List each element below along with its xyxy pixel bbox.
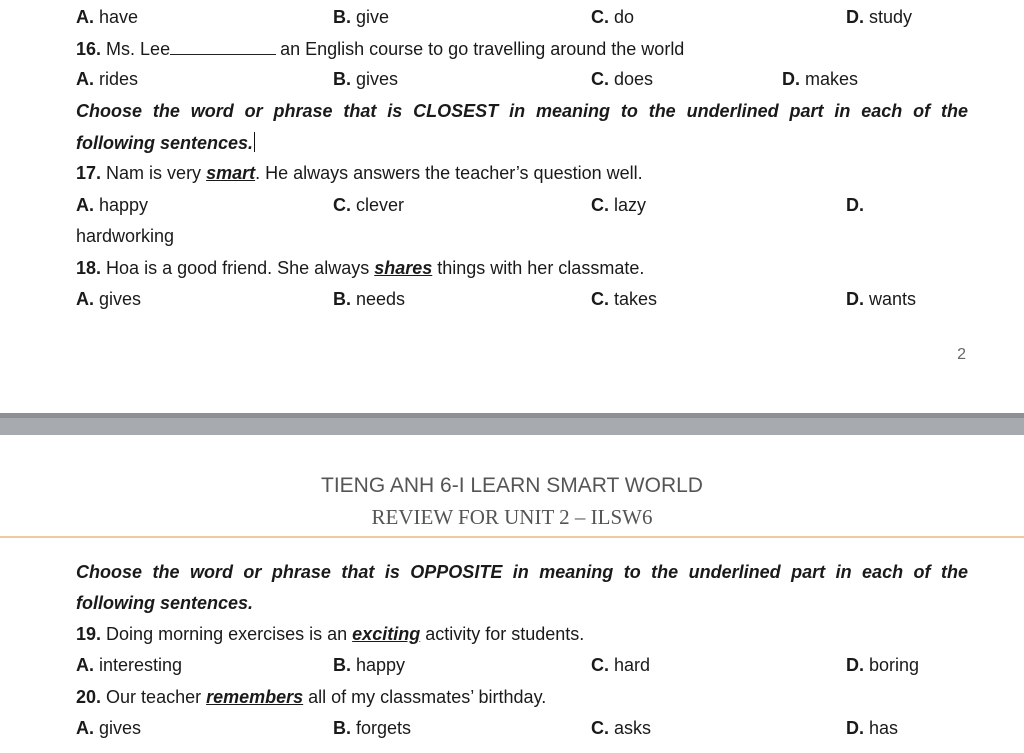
option-a: A. rides [76, 69, 139, 89]
question-number: 18. [76, 258, 102, 278]
instruction-closest: Choose the word or phrase that is CLOSEST in meaning to the underlined part in each of the [76, 101, 968, 121]
option-c: C. asks [591, 718, 652, 738]
option-b: B. forgets [333, 718, 412, 738]
question-text-start: Ms. Lee [106, 39, 171, 59]
question-number: 16. [76, 39, 102, 59]
options-row-19 [0, 653, 1024, 681]
question-18: 18. Hoa is a good friend. She always shares things with her classmate. [76, 258, 645, 278]
question-number: 20. [76, 687, 102, 707]
option-b: B. gives [333, 69, 399, 89]
instruction-opposite-line2: following sentences. [76, 593, 254, 613]
underlined-word: remembers [206, 687, 304, 707]
options-row-17 [0, 193, 1024, 221]
option-a: A. happy [76, 195, 149, 215]
option-d: D. makes [782, 69, 859, 89]
question-number: 17. [76, 163, 102, 183]
header-title: TIENG ANH 6-I LEARN SMART WORLD [321, 474, 703, 497]
option-a: A. have [76, 7, 139, 27]
options-row-20 [0, 716, 1024, 744]
option-c: C. lazy [591, 195, 647, 215]
question-number: 19. [76, 624, 102, 644]
instruction-opposite: Choose the word or phrase that is OPPOSITE in meaning to the underlined part in each of the [76, 562, 968, 582]
option-c: C. do [591, 7, 635, 27]
option-a: A. interesting [76, 655, 183, 675]
option-b: B. happy [333, 655, 406, 675]
text-cursor [254, 132, 255, 152]
question-17: 17. Nam is very smart. He always answers the teacher’s question well. [76, 163, 643, 183]
option-c-clever: C. clever [333, 195, 405, 215]
option-d: D. [846, 195, 864, 215]
header-rule [0, 536, 1024, 538]
options-row-16 [0, 67, 1024, 95]
question-16 [0, 36, 1024, 64]
answer-blank [170, 38, 276, 55]
page-separator-shadow [0, 413, 1024, 418]
underlined-word: exciting [352, 624, 421, 644]
option-b: B. give [333, 7, 390, 27]
option-d: D. has [846, 718, 899, 738]
option-a: A. gives [76, 718, 142, 738]
page-number: 2 [957, 346, 966, 363]
underlined-word: shares [374, 258, 433, 278]
option-d-wrapped: hardworking [76, 226, 175, 246]
options-row-18 [0, 287, 1024, 315]
option-b: B. needs [333, 289, 406, 309]
option-d: D. boring [846, 655, 920, 675]
option-d: D. wants [846, 289, 917, 309]
underlined-word: smart [206, 163, 256, 183]
header-subtitle: REVIEW FOR UNIT 2 – ILSW6 [371, 505, 653, 529]
instruction-closest-line2: following sentences. [76, 133, 254, 153]
option-c: C. hard [591, 655, 651, 675]
question-20: 20. Our teacher remembers all of my classmates’ birthday. [76, 687, 547, 707]
option-a: A. gives [76, 289, 142, 309]
options-row-15 [0, 5, 1024, 33]
question-text-end: an English course to go travelling around the world [280, 39, 685, 59]
option-d: D. study [846, 7, 913, 27]
option-c: C. takes [591, 289, 658, 309]
question-19: 19. Doing morning exercises is an exciting activity for students. [76, 624, 585, 644]
option-c: C. does [591, 69, 654, 89]
